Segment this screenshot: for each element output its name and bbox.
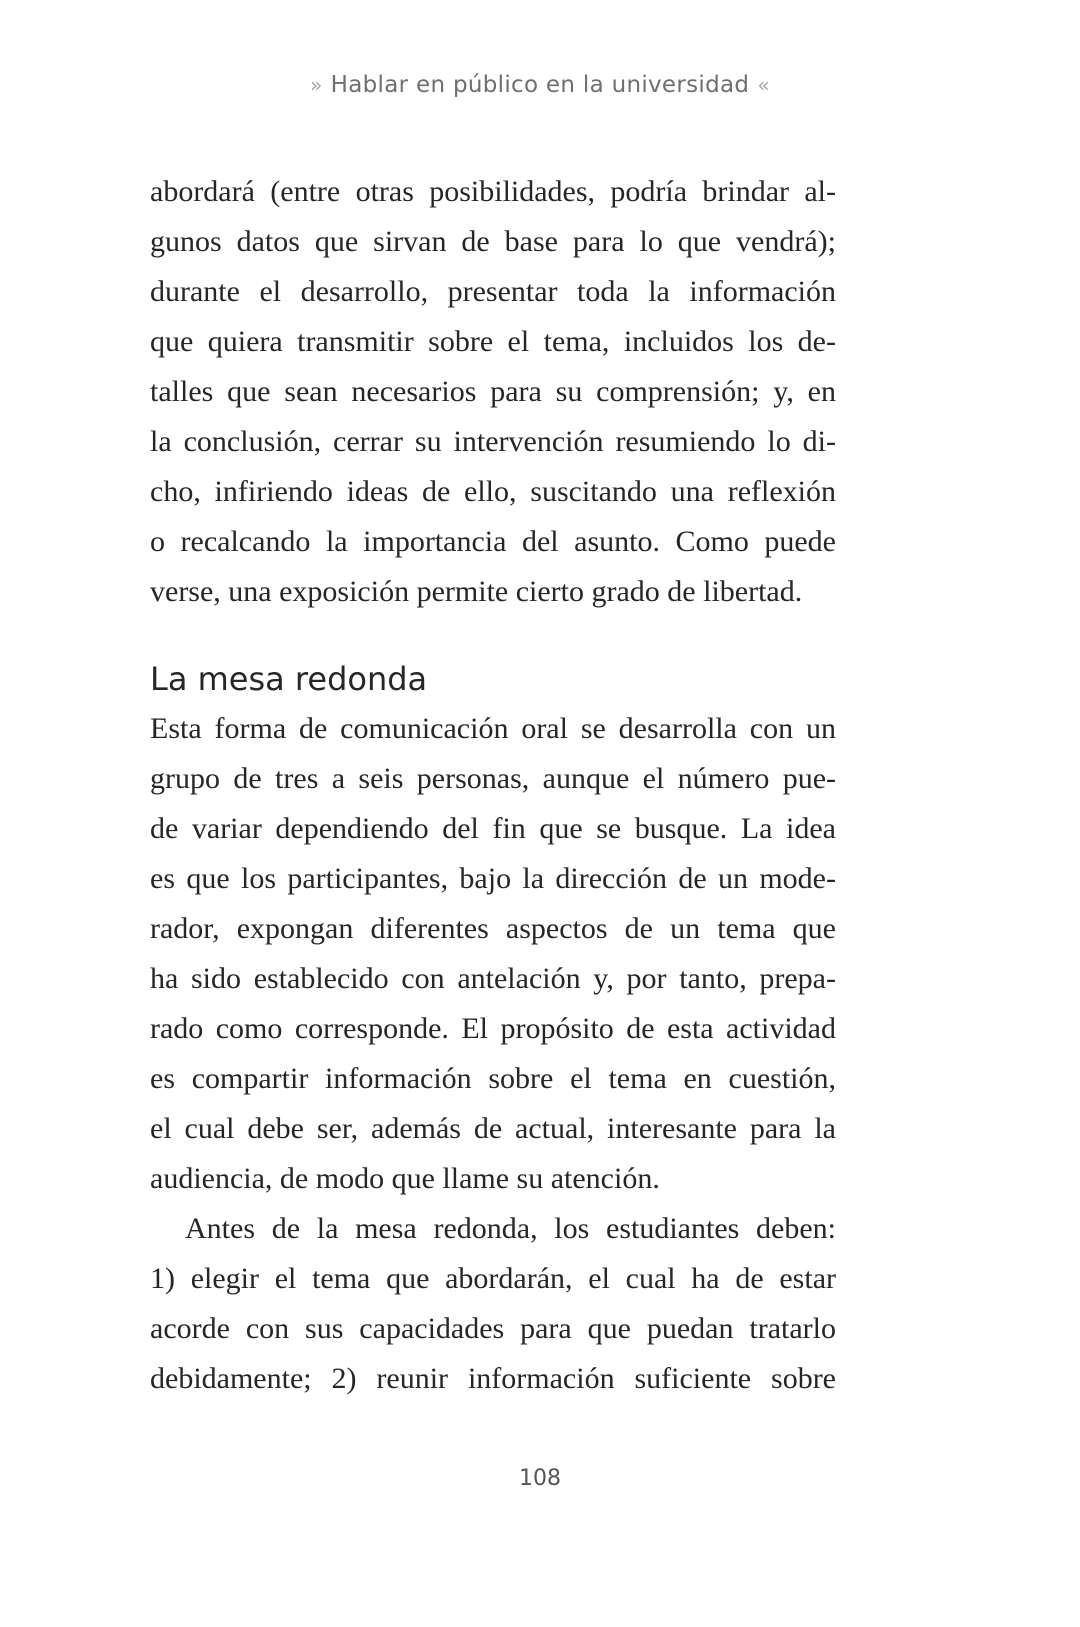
text-line: rador, expongan diferentes aspectos de un tema que — [150, 912, 836, 945]
paragraph-mesa-redonda-definition — [150, 704, 836, 1204]
text-line: rado como corresponde. El propósito de esta actividad — [150, 1012, 836, 1045]
text-line: es que los participantes, bajo la dirección de un mode- — [150, 862, 836, 895]
text-line: de variar dependiendo del fin que se busque. La idea — [150, 812, 836, 845]
text-line: audiencia, de modo que llame su atención. — [150, 1162, 660, 1195]
text-line: ha sido establecido con antelación y, por tanto, prepa- — [150, 962, 836, 995]
text-line: debidamente; 2) reunir información suficiente sobre — [150, 1362, 836, 1395]
text-line: la conclusión, cerrar su intervención resumiendo lo di- — [150, 425, 836, 458]
right-guillemet: « — [757, 73, 770, 97]
text-line: abordará (entre otras posibilidades, podría brindar al- — [150, 175, 836, 208]
text-line: verse, una exposición permite cierto grado de libertad. — [150, 575, 803, 608]
text-line: el cual debe ser, además de actual, interesante para la — [150, 1112, 836, 1145]
text-line: 1) elegir el tema que abordarán, el cual ha de estar — [150, 1262, 836, 1295]
text-line: gunos datos que sirvan de base para lo que vendrá); — [150, 225, 836, 258]
left-guillemet: » — [310, 73, 323, 97]
text-line: cho, infiriendo ideas de ello, suscitando una reflexión — [150, 475, 836, 508]
text-line: es compartir información sobre el tema en cuestión, — [150, 1062, 836, 1095]
running-header-title: Hablar en público en la universidad — [330, 72, 750, 98]
paragraph-exposicion-end — [150, 167, 836, 617]
text-line: durante el desarrollo, presentar toda la información — [150, 275, 836, 308]
paragraph-mesa-redonda-steps — [150, 1204, 836, 1404]
page-number: 108 — [519, 1466, 561, 1491]
running-header — [0, 72, 1080, 98]
text-line: que quiera transmitir sobre el tema, incluidos los de- — [150, 325, 836, 358]
text-line: acorde con sus capacidades para que puedan tratarlo — [150, 1312, 836, 1345]
text-line: grupo de tres a seis personas, aunque el número pue- — [150, 762, 836, 795]
text-line: Antes de la mesa redonda, los estudiantes deben: — [185, 1212, 836, 1245]
text-line: Esta forma de comunicación oral se desarrolla con un — [150, 712, 836, 745]
text-line: o recalcando la importancia del asunto. Como puede — [150, 525, 836, 558]
text-line: talles que sean necesarios para su comprensión; y, en — [150, 375, 836, 408]
section-heading: La mesa redonda — [150, 660, 428, 698]
